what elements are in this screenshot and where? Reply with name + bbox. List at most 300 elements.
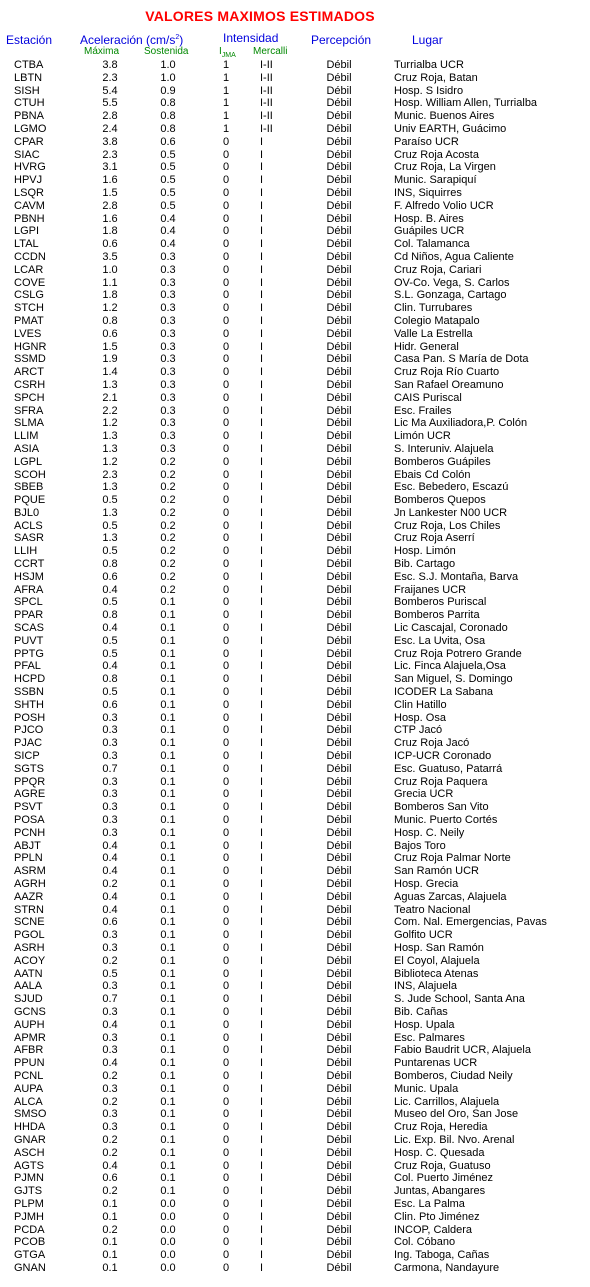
sustained-acceleration: 0.1	[160, 711, 176, 724]
intensity-jma: 0	[222, 686, 230, 699]
station-code: GCNS	[14, 1005, 46, 1018]
max-acceleration: 0.3	[102, 711, 118, 724]
perception: Débil	[326, 801, 352, 814]
intensity-jma: 0	[222, 250, 230, 263]
intensity-mercalli: I	[260, 545, 264, 558]
intensity-mercalli: I	[260, 980, 264, 993]
intensity-jma: 0	[222, 1044, 230, 1057]
intensity-mercalli: I	[260, 634, 264, 647]
station-code: HCPD	[14, 673, 46, 686]
intensity-mercalli: I	[260, 1185, 264, 1198]
table-row	[0, 1121, 590, 1134]
perception: Débil	[326, 314, 352, 327]
intensity-mercalli: I	[260, 1210, 264, 1223]
perception: Débil	[326, 660, 352, 673]
max-acceleration: 0.3	[102, 1121, 118, 1134]
max-acceleration: 0.8	[102, 673, 118, 686]
station-code: PPAR	[14, 609, 44, 622]
station-code: LGPL	[14, 455, 43, 468]
intensity-jma: 0	[222, 238, 230, 251]
max-acceleration: 2.2	[102, 404, 118, 417]
table-row	[0, 1070, 590, 1083]
table-row	[0, 97, 590, 110]
intensity-jma: 0	[222, 660, 230, 673]
location: Museo del Oro, San Jose	[394, 1108, 519, 1121]
station-code: SBEB	[14, 481, 44, 494]
table-row	[0, 494, 590, 507]
location: Cd Niños, Agua Caliente	[394, 250, 514, 263]
intensity-jma: 0	[222, 1031, 230, 1044]
table-row	[0, 852, 590, 865]
location: Cruz Roja Potrero Grande	[394, 647, 522, 660]
station-code: HSJM	[14, 570, 44, 583]
intensity-jma: 0	[222, 378, 230, 391]
perception: Débil	[326, 1095, 352, 1108]
perception: Débil	[326, 327, 352, 340]
header-estacion: Estación	[6, 33, 53, 47]
perception: Débil	[326, 186, 352, 199]
max-acceleration: 0.5	[102, 519, 118, 532]
perception: Débil	[326, 941, 352, 954]
table-row	[0, 686, 590, 699]
sustained-acceleration: 0.1	[160, 1095, 176, 1108]
station-code: SIAC	[14, 148, 40, 161]
sustained-acceleration: 1.0	[160, 71, 176, 84]
station-code: CSLG	[14, 289, 44, 302]
intensity-jma: 0	[222, 506, 230, 519]
max-acceleration: 0.3	[102, 1108, 118, 1121]
station-code: CCDN	[14, 250, 46, 263]
station-code: HPVJ	[14, 174, 43, 187]
location: Cruz Roja Palmar Norte	[394, 852, 511, 865]
location: Carmona, Nandayure	[394, 1261, 500, 1274]
perception: Débil	[326, 750, 352, 763]
max-acceleration: 0.8	[102, 314, 118, 327]
max-acceleration: 0.4	[102, 660, 118, 673]
max-acceleration: 0.7	[102, 762, 118, 775]
sustained-acceleration: 0.1	[160, 801, 176, 814]
location: Munic. Puerto Cortés	[394, 814, 498, 827]
sustained-acceleration: 0.3	[160, 417, 176, 430]
location: Turrialba UCR	[394, 59, 464, 71]
sustained-acceleration: 0.1	[160, 1146, 176, 1159]
location: Golfito UCR	[394, 929, 453, 942]
location: INS, Alajuela	[394, 980, 457, 993]
sustained-acceleration: 0.1	[160, 660, 176, 673]
intensity-jma: 1	[222, 71, 230, 84]
intensity-mercalli: I	[260, 506, 264, 519]
table-row	[0, 469, 590, 482]
table-row	[0, 584, 590, 597]
perception: Débil	[326, 148, 352, 161]
perception: Débil	[326, 647, 352, 660]
intensity-mercalli: I-II	[260, 122, 273, 135]
location: Lic. Carrillos, Alajuela	[394, 1095, 500, 1108]
location: Aguas Zarcas, Alajuela	[394, 890, 507, 903]
sustained-acceleration: 0.3	[160, 327, 176, 340]
station-code: AALA	[14, 980, 43, 993]
sustained-acceleration: 0.2	[160, 494, 176, 507]
station-code: PJAC	[14, 737, 43, 750]
station-code: LCAR	[14, 263, 44, 276]
perception: Débil	[326, 1185, 352, 1198]
table-row	[0, 545, 590, 558]
perception: Débil	[326, 993, 352, 1006]
intensity-mercalli: I-II	[260, 110, 273, 123]
intensity-jma: 0	[222, 993, 230, 1006]
station-code: PBNA	[14, 110, 44, 123]
intensity-mercalli: I	[260, 1108, 264, 1121]
sustained-acceleration: 0.0	[160, 1197, 176, 1210]
intensity-mercalli: I	[260, 1133, 264, 1146]
intensity-mercalli: I	[260, 698, 264, 711]
intensity-mercalli: I-II	[260, 97, 273, 110]
location: Col. Cóbano	[394, 1236, 456, 1249]
perception: Débil	[326, 378, 352, 391]
intensity-jma: 0	[222, 1095, 230, 1108]
location: Teatro Nacional	[394, 903, 471, 916]
station-code: LLIH	[14, 545, 38, 558]
station-code: PUVT	[14, 634, 44, 647]
location: Munic. Sarapiquí	[394, 174, 477, 187]
table-row	[0, 891, 590, 904]
intensity-mercalli: I	[260, 391, 264, 404]
station-code: AGRH	[14, 878, 46, 890]
table-row	[0, 456, 590, 469]
location: Juntas, Abangares	[394, 1185, 486, 1198]
station-code: BJL0	[14, 506, 40, 519]
perception: Débil	[326, 250, 352, 263]
location: Cruz Roja, Los Chiles	[394, 519, 501, 532]
location: INCOP, Caldera	[394, 1223, 473, 1236]
location: ICP-UCR Coronado	[394, 750, 492, 763]
header-intensidad: Intensidad	[223, 31, 279, 45]
intensity-mercalli: I	[260, 1057, 264, 1070]
sustained-acceleration: 0.1	[160, 980, 176, 993]
intensity-jma: 0	[222, 711, 230, 724]
station-code: POSH	[14, 711, 46, 724]
intensity-mercalli: I	[260, 711, 264, 724]
station-code: ASRM	[14, 865, 46, 878]
location: Munic. Buenos Aires	[394, 110, 495, 123]
location: Lic Ma Auxiliadora,P. Colón	[394, 417, 528, 430]
sustained-acceleration: 0.3	[160, 340, 176, 353]
station-code: CAVM	[14, 199, 45, 212]
perception: Débil	[326, 724, 352, 737]
perception: Débil	[326, 238, 352, 251]
table-row	[0, 238, 590, 251]
perception: Débil	[326, 1121, 352, 1134]
table-row	[0, 1172, 590, 1185]
intensity-mercalli: I	[260, 686, 264, 699]
intensity-jma: 0	[222, 865, 230, 878]
intensity-mercalli: I	[260, 366, 264, 379]
location: S. Jude School, Santa Ana	[394, 993, 525, 1006]
sustained-acceleration: 0.1	[160, 788, 176, 801]
intensity-mercalli: I	[260, 519, 264, 532]
perception: Débil	[326, 1108, 352, 1121]
sustained-acceleration: 0.0	[160, 1261, 176, 1274]
perception: Débil	[326, 468, 352, 481]
intensity-jma: 0	[222, 570, 230, 583]
station-code: SSMD	[14, 353, 46, 366]
intensity-jma: 0	[222, 481, 230, 494]
intensity-jma: 0	[222, 724, 230, 737]
location: Jn Lankester N00 UCR	[394, 506, 508, 519]
intensity-mercalli: I	[260, 852, 264, 865]
intensity-jma: 0	[222, 468, 230, 481]
max-acceleration: 0.5	[102, 494, 118, 507]
table-row	[0, 1198, 590, 1211]
table-row	[0, 302, 590, 315]
location: Bib. Cañas	[394, 1005, 448, 1018]
perception: Débil	[326, 532, 352, 545]
intensity-mercalli: I	[260, 1069, 264, 1082]
location: Paraíso UCR	[394, 135, 459, 148]
table-row	[0, 366, 590, 379]
max-acceleration: 0.4	[102, 1159, 118, 1172]
table-row	[0, 1134, 590, 1147]
table-row	[0, 980, 590, 993]
intensity-mercalli: I	[260, 954, 264, 967]
station-code: SPCH	[14, 391, 45, 404]
table-row	[0, 1083, 590, 1096]
station-code: SPCL	[14, 596, 43, 609]
intensity-jma: 0	[222, 302, 230, 315]
perception: Débil	[326, 455, 352, 468]
max-acceleration: 0.8	[102, 558, 118, 571]
intensity-mercalli: I	[260, 289, 264, 302]
location: Com. Nal. Emergencias, Pavas	[394, 916, 547, 929]
intensity-mercalli: I	[260, 481, 264, 494]
table-row	[0, 955, 590, 968]
intensity-mercalli: I-II	[260, 71, 273, 84]
table-row	[0, 673, 590, 686]
sustained-acceleration: 0.1	[160, 1069, 176, 1082]
sustained-acceleration: 0.1	[160, 1159, 176, 1172]
perception: Débil	[326, 276, 352, 289]
max-acceleration: 0.4	[102, 865, 118, 878]
intensity-jma: 0	[222, 750, 230, 763]
sustained-acceleration: 0.1	[160, 1172, 176, 1185]
location: Puntarenas UCR	[394, 1057, 478, 1070]
intensity-jma: 0	[222, 1005, 230, 1018]
intensity-mercalli: I	[260, 724, 264, 737]
table-row	[0, 788, 590, 801]
table-row	[0, 110, 590, 123]
perception: Débil	[326, 519, 352, 532]
intensity-mercalli: I	[260, 1082, 264, 1095]
intensity-jma: 0	[222, 1261, 230, 1274]
sustained-acceleration: 0.1	[160, 941, 176, 954]
table-row	[0, 507, 590, 520]
table-row	[0, 993, 590, 1006]
perception: Débil	[326, 570, 352, 583]
perception: Débil	[326, 954, 352, 967]
perception: Débil	[326, 788, 352, 801]
table-row	[0, 776, 590, 789]
intensity-jma: 0	[222, 186, 230, 199]
intensity-jma: 0	[222, 135, 230, 148]
sustained-acceleration: 0.2	[160, 545, 176, 558]
intensity-mercalli: I	[260, 212, 264, 225]
perception: Débil	[326, 826, 352, 839]
perception: Débil	[326, 967, 352, 980]
sustained-acceleration: 0.1	[160, 750, 176, 763]
intensity-jma: 0	[222, 1146, 230, 1159]
perception: Débil	[326, 698, 352, 711]
sustained-acceleration: 0.3	[160, 314, 176, 327]
table-row	[0, 1147, 590, 1160]
location: Univ EARTH, Guácimo	[394, 122, 507, 135]
perception: Débil	[326, 916, 352, 929]
table-row	[0, 1211, 590, 1224]
intensity-mercalli: I	[260, 993, 264, 1006]
intensity-jma: 0	[222, 737, 230, 750]
max-acceleration: 1.5	[102, 340, 118, 353]
perception: Débil	[326, 1018, 352, 1031]
sustained-acceleration: 0.5	[160, 199, 176, 212]
sustained-acceleration: 0.8	[160, 110, 176, 123]
sustained-acceleration: 0.0	[160, 1210, 176, 1223]
perception: Débil	[326, 366, 352, 379]
location: Hosp. C. Quesada	[394, 1146, 485, 1159]
station-code: AUPA	[14, 1082, 44, 1095]
perception: Débil	[326, 1069, 352, 1082]
perception: Débil	[326, 737, 352, 750]
max-acceleration: 0.2	[102, 1133, 118, 1146]
intensity-mercalli: I	[260, 468, 264, 481]
sustained-acceleration: 0.1	[160, 647, 176, 660]
intensity-jma: 0	[222, 366, 230, 379]
intensity-jma: 0	[222, 430, 230, 443]
sustained-acceleration: 0.1	[160, 954, 176, 967]
sustained-acceleration: 0.1	[160, 609, 176, 622]
intensity-mercalli: I	[260, 1031, 264, 1044]
sustained-acceleration: 0.3	[160, 442, 176, 455]
intensity-jma: 0	[222, 801, 230, 814]
station-code: HHDA	[14, 1121, 46, 1134]
intensity-mercalli: I	[260, 148, 264, 161]
intensity-mercalli: I	[260, 430, 264, 443]
sustained-acceleration: 0.3	[160, 353, 176, 366]
intensity-mercalli: I	[260, 801, 264, 814]
table-row	[0, 1249, 590, 1262]
max-acceleration: 0.4	[102, 852, 118, 865]
intensity-jma: 0	[222, 314, 230, 327]
intensity-jma: 0	[222, 1197, 230, 1210]
header-maxima: Máxima	[84, 46, 120, 57]
station-code: PFAL	[14, 660, 41, 673]
max-acceleration: 1.1	[102, 276, 118, 289]
intensity-jma: 0	[222, 916, 230, 929]
table-row	[0, 174, 590, 187]
table-row	[0, 379, 590, 392]
intensity-jma: 0	[222, 1249, 230, 1262]
location: Hosp. William Allen, Turrialba	[394, 97, 538, 110]
max-acceleration: 0.4	[102, 903, 118, 916]
intensity-jma: 0	[222, 673, 230, 686]
sustained-acceleration: 0.2	[160, 532, 176, 545]
station-code: PMAT	[14, 314, 44, 327]
max-acceleration: 0.5	[102, 647, 118, 660]
max-acceleration: 0.3	[102, 788, 118, 801]
table-row	[0, 264, 590, 277]
station-code: COVE	[14, 276, 46, 289]
sustained-acceleration: 0.1	[160, 634, 176, 647]
sustained-acceleration: 0.1	[160, 1133, 176, 1146]
intensity-mercalli: I	[260, 340, 264, 353]
perception: Débil	[326, 1249, 352, 1262]
location: San Ramón UCR	[394, 865, 479, 878]
perception: Débil	[326, 1146, 352, 1159]
station-code: CPAR	[14, 135, 44, 148]
station-code: LGPI	[14, 225, 40, 238]
intensity-mercalli: I	[260, 494, 264, 507]
sustained-acceleration: 0.8	[160, 97, 176, 110]
sustained-acceleration: 0.1	[160, 1108, 176, 1121]
intensity-mercalli: I	[260, 238, 264, 251]
max-acceleration: 0.2	[102, 954, 118, 967]
perception: Débil	[326, 340, 352, 353]
perception: Débil	[326, 775, 352, 788]
max-acceleration: 0.3	[102, 1031, 118, 1044]
perception: Débil	[326, 353, 352, 366]
station-code: LBTN	[14, 71, 43, 84]
intensity-mercalli: I-II	[260, 59, 273, 71]
sustained-acceleration: 0.1	[160, 1082, 176, 1095]
max-acceleration: 1.3	[102, 430, 118, 443]
max-acceleration: 0.3	[102, 724, 118, 737]
perception: Débil	[326, 929, 352, 942]
max-acceleration: 1.8	[102, 225, 118, 238]
location: Lic Cascajal, Coronado	[394, 622, 508, 635]
perception: Débil	[326, 442, 352, 455]
intensity-mercalli: I	[260, 814, 264, 827]
max-acceleration: 0.6	[102, 327, 118, 340]
perception: Débil	[326, 878, 352, 890]
sustained-acceleration: 0.8	[160, 122, 176, 135]
intensity-jma: 0	[222, 212, 230, 225]
station-code: GTGA	[14, 1249, 46, 1262]
location: Hidr. General	[394, 340, 459, 353]
intensity-jma: 0	[222, 1108, 230, 1121]
station-code: PPTG	[14, 647, 44, 660]
intensity-jma: 0	[222, 1133, 230, 1146]
max-acceleration: 0.4	[102, 622, 118, 635]
max-acceleration: 0.6	[102, 570, 118, 583]
table-row	[0, 72, 590, 85]
table-row	[0, 532, 590, 545]
table-row	[0, 1108, 590, 1121]
perception: Débil	[326, 1031, 352, 1044]
location: Hosp. Grecia	[394, 878, 459, 890]
station-code: ASIA	[14, 442, 40, 455]
table-row	[0, 187, 590, 200]
max-acceleration: 2.8	[102, 199, 118, 212]
max-acceleration: 1.6	[102, 174, 118, 187]
intensity-jma: 1	[222, 110, 230, 123]
intensity-jma: 0	[222, 199, 230, 212]
table-row	[0, 392, 590, 405]
intensity-jma: 0	[222, 558, 230, 571]
max-acceleration: 0.2	[102, 1185, 118, 1198]
intensity-mercalli: I	[260, 1249, 264, 1262]
intensity-mercalli: I	[260, 788, 264, 801]
max-acceleration: 0.6	[102, 238, 118, 251]
intensity-mercalli: I	[260, 1005, 264, 1018]
station-code: PQUE	[14, 494, 46, 507]
